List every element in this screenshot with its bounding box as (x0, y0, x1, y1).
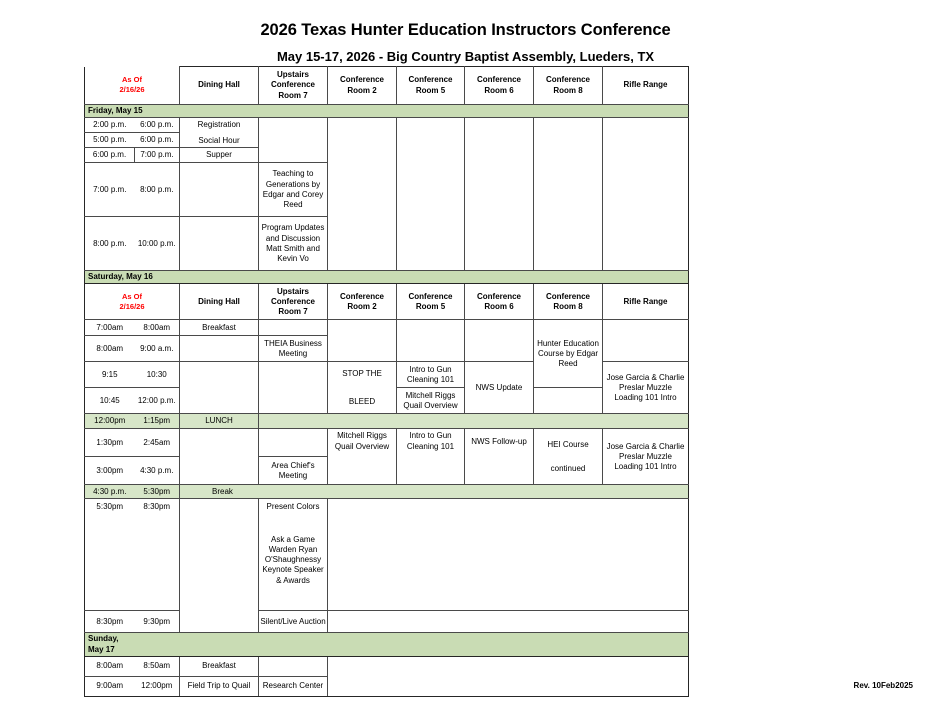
col-header-line2: Room 6 (484, 301, 514, 311)
cell-lunch-span (259, 414, 689, 429)
cell-end-time: 7:00 p.m. (135, 148, 180, 163)
col-header-room8 (534, 284, 603, 320)
cell-start-time: 5:30pm (85, 499, 135, 611)
cell-evening-span (328, 499, 689, 611)
cell-end-time: 1:15pm (135, 414, 180, 429)
cell-start-time: 8:00am (85, 336, 135, 362)
col-header-room2 (328, 284, 397, 320)
header-row-saturday (85, 284, 689, 320)
col-header-room6 (465, 284, 534, 320)
cell-upstairs: Silent/Live Auction (259, 611, 328, 633)
col-header-line1: Conference (339, 291, 384, 301)
as-of-label: As Of (121, 75, 142, 85)
day-bar-sunday (85, 633, 689, 656)
cell-start-time: 7:00 p.m. (85, 163, 135, 217)
col-header-dining-hall (180, 67, 259, 105)
cell-rifle-range: Jose Garcia & Charlie Preslar Muzzle Loading 101 Intro (603, 429, 689, 485)
col-header-line3: Room 7 (278, 307, 308, 317)
col-header-line2: Room 8 (553, 85, 583, 95)
day-bar-sunday-line2: May 17 (88, 644, 115, 654)
col-header-line1: Conference (476, 75, 521, 85)
cell-dining-hall: Breakfast (180, 656, 259, 676)
cell-end-time: 5:30pm (135, 485, 180, 499)
cell-end-time: 8:00 p.m. (135, 163, 180, 217)
cell-upstairs: Area Chief's Meeting (259, 457, 328, 485)
table-row (85, 320, 689, 336)
col-header-line2: Room 5 (415, 301, 446, 311)
header-row-friday (85, 67, 689, 105)
cell-end-time: 6:00 p.m. (135, 118, 180, 133)
cell-rifle-range: Jose Garcia & Charlie Preslar Muzzle Loading 101 Intro (603, 362, 689, 414)
cell-end-time: 8:00am (135, 320, 180, 336)
col-header-line1: Conference (339, 75, 384, 85)
day-bar-friday: Friday, May 15 (85, 105, 689, 118)
cell-room6 (465, 429, 534, 485)
col-header-line1: Rifle Range (623, 80, 668, 90)
cell-dining-hall: Breakfast (180, 320, 259, 336)
cell-start-time: 8:00 p.m. (85, 217, 135, 271)
cell-auction-span (328, 611, 689, 633)
cell-room5 (397, 320, 465, 362)
cell-dining-hall: Supper (180, 148, 259, 163)
cell-start-time: 10:45 (85, 388, 135, 414)
col-header-line1: Dining Hall (198, 80, 240, 90)
col-header-rifle-range (603, 67, 689, 105)
as-of-date: 2/16/26 (119, 85, 145, 95)
table-row-lunch (85, 414, 689, 429)
col-header-dining-hall: Dining Hall (180, 284, 259, 320)
cell-dining-hall (180, 362, 259, 414)
table-row (85, 656, 689, 676)
col-header-line2: Conference (270, 80, 315, 90)
cell-end-time: 10:00 p.m. (135, 217, 180, 271)
cell-upstairs: Program Updates and Discussion Matt Smith and Kevin Vo (259, 217, 328, 271)
col-header-line1: Upstairs (276, 70, 309, 80)
cell-end-time: 4:30 p.m. (135, 457, 180, 485)
cell-upstairs-evening (259, 499, 328, 611)
cell-start-time: 4:30 p.m. (85, 485, 135, 499)
cell-start-time: 8:00am (85, 656, 135, 676)
cell-room6 (465, 118, 534, 271)
col-header-upstairs-room7 (259, 284, 328, 320)
cell-end-time: 10:30 (135, 362, 180, 388)
cell-upstairs (259, 429, 328, 457)
cell-end-time: 8:30pm (135, 499, 180, 611)
table-row (85, 429, 689, 457)
cell-room8 (534, 320, 603, 388)
cell-room6: NWS Update (465, 362, 534, 414)
col-header-line2: Room 2 (347, 301, 377, 311)
cell-start-time: 2:00 p.m. (85, 118, 135, 133)
cell-start-time: 3:00pm (85, 457, 135, 485)
cell-rifle-range (603, 118, 689, 271)
day-bar-saturday: Saturday, May 16 (85, 271, 689, 284)
cell-upstairs (259, 320, 328, 336)
as-of-cell (85, 67, 180, 105)
cell-upstairs: Research Center (259, 676, 328, 696)
cell-text: Social Hour (198, 135, 240, 145)
col-header-line2: Conference (270, 296, 315, 306)
cell-upstairs: Teaching to Generations by Edgar and Corey Reed (259, 163, 328, 217)
cell-room5: Intro to Gun Cleaning 101 (397, 362, 465, 388)
table-row (85, 118, 689, 133)
as-of-label: As Of (121, 291, 142, 301)
cell-sunday-span (328, 656, 689, 696)
title-block (0, 0, 931, 65)
cell-room5 (397, 429, 465, 485)
conference-schedule-table (84, 66, 689, 697)
cell-start-time: 9:15 (85, 362, 135, 388)
cell-room5 (397, 118, 465, 271)
evening-line-2: Ask a Game (270, 534, 315, 544)
col-header-upstairs-room7 (259, 67, 328, 105)
cell-upstairs (259, 118, 328, 163)
page-subtitle: May 15-17, 2026 - Big Country Baptist Assembly, Lueders, TX (276, 48, 655, 64)
evening-line-3: Warden Ryan (268, 544, 318, 554)
cell-end-time: 12:00pm (135, 676, 180, 696)
cell-text: Registration (197, 119, 241, 129)
col-header-line2: Room 5 (415, 85, 446, 95)
cell-start-time: 5:00 p.m. (85, 133, 135, 148)
cell-upstairs (259, 656, 328, 676)
cell-dining-hall (180, 499, 259, 633)
cell-text-line1: STOP THE (342, 368, 382, 378)
col-header-room2 (328, 67, 397, 105)
cell-room8 (534, 118, 603, 271)
col-header-line2: Room 2 (347, 85, 377, 95)
day-bar-sunday-row (85, 633, 689, 656)
cell-start-time: 1:30pm (85, 429, 135, 457)
cell-start-time: 9:00am (85, 676, 135, 696)
cell-dining-hall (180, 336, 259, 362)
as-of-date: 2/16/26 (119, 301, 145, 311)
cell-room2 (328, 118, 397, 271)
evening-line-6: & Awards (276, 575, 310, 585)
cell-text: NWS Follow-up (471, 437, 527, 447)
as-of-cell (85, 284, 180, 320)
cell-text-line1: HEI Course (547, 439, 589, 449)
col-header-rifle-range: Rifle Range (603, 284, 689, 320)
cell-dining-hall (180, 118, 259, 148)
day-bar-saturday-row (85, 271, 689, 284)
cell-text: Hunter Education Course by Edgar Reed (537, 338, 599, 369)
col-header-line1: Conference (408, 75, 453, 85)
col-header-room6 (465, 67, 534, 105)
cell-text: Intro to Gun Cleaning 101 (406, 431, 455, 451)
col-header-line2: Room 6 (484, 85, 514, 95)
cell-room5: Mitchell Riggs Quail Overview (397, 388, 465, 414)
revision-label: Rev. 10Feb2025 (853, 681, 913, 690)
col-header-line2: Room 8 (553, 301, 583, 311)
evening-line-present-colors: Present Colors (266, 502, 320, 512)
cell-dining-hall (180, 163, 259, 217)
cell-room2 (328, 320, 397, 362)
day-bar-friday-row (85, 105, 689, 118)
col-header-room5 (397, 284, 465, 320)
cell-start-time: 8:30pm (85, 611, 135, 633)
cell-start-time: 7:00am (85, 320, 135, 336)
cell-end-time: 2:45am (135, 429, 180, 457)
cell-dining-hall: Field Trip to Quail (180, 676, 259, 696)
cell-end-time: 6:00 p.m. (135, 133, 180, 148)
col-header-line1: Conference (476, 291, 521, 301)
cell-room6 (465, 320, 534, 362)
cell-dining-hall (180, 429, 259, 485)
col-header-line1: Conference (545, 75, 590, 85)
cell-upstairs: THEIA Business Meeting (259, 336, 328, 362)
cell-dining-hall: LUNCH (180, 414, 259, 429)
day-bar-sunday-line1: Sunday, (88, 634, 119, 644)
cell-end-time: 9:00 a.m. (135, 336, 180, 362)
col-header-line1: Upstairs (276, 286, 309, 296)
col-header-line1: Conference (408, 291, 453, 301)
table-row-break (85, 485, 689, 499)
table-row (85, 611, 689, 633)
evening-line-4: O'Shaughnessy (264, 555, 322, 565)
col-header-line1: Conference (545, 291, 590, 301)
cell-rifle-range (603, 320, 689, 362)
cell-start-time: 12:00pm (85, 414, 135, 429)
cell-end-time: 9:30pm (135, 611, 180, 633)
cell-end-time: 8:50am (135, 656, 180, 676)
cell-room8 (534, 429, 603, 485)
cell-upstairs (259, 362, 328, 414)
cell-room2 (328, 362, 397, 414)
evening-line-5: Keynote Speaker (262, 565, 324, 575)
cell-start-time: 6:00 p.m. (85, 148, 135, 163)
col-header-line3: Room 7 (278, 90, 308, 100)
cell-end-time: 12:00 p.m. (135, 388, 180, 414)
table-row (85, 499, 689, 611)
col-header-room5 (397, 67, 465, 105)
cell-dining-hall (180, 217, 259, 271)
cell-text-line2: BLEED (348, 396, 376, 406)
schedule-table-wrapper (84, 66, 688, 697)
page-title: 2026 Texas Hunter Education Instructors Conference (260, 21, 671, 39)
cell-text-line2: continued (550, 463, 586, 473)
cell-break-span: Break (180, 485, 689, 499)
cell-text: Mitchell Riggs Quail Overview (334, 431, 390, 451)
col-header-room8 (534, 67, 603, 105)
cell-room2 (328, 429, 397, 485)
